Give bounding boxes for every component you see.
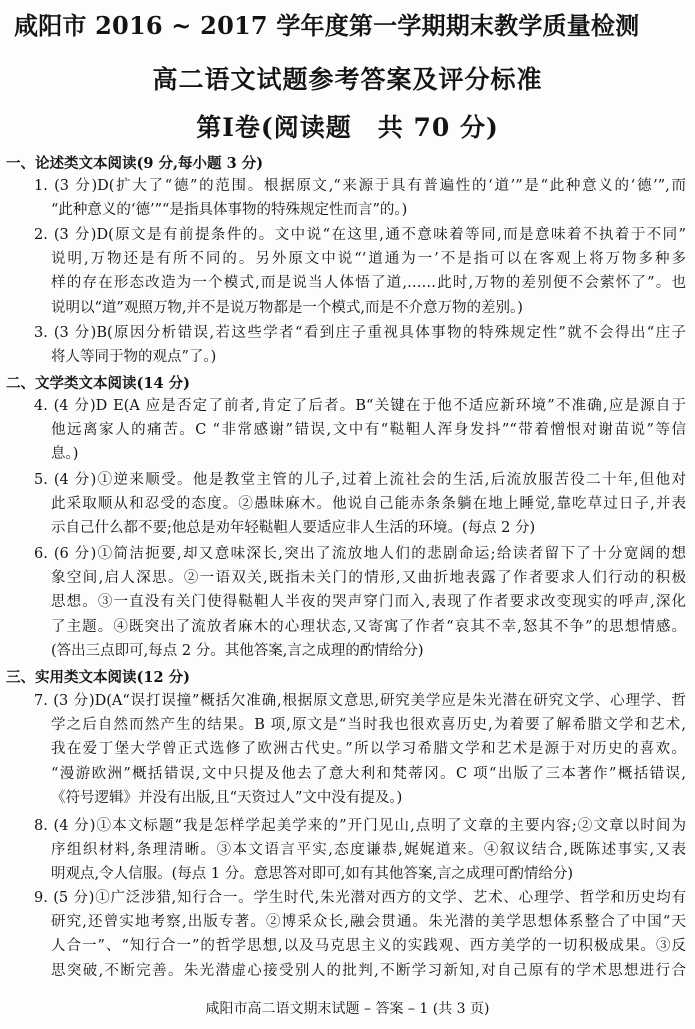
answer-line: 息。) xyxy=(51,446,79,463)
answer-line: 5. (4 分)①逆来顺受。他是教堂主管的儿子,过着上流社会的生活,后流放服苦役二十年,但他对 xyxy=(34,472,686,488)
answer-line: 说明,万物还是有所不同的。另外原文中说“‘道通为一’不是指可以在客观上将万物多种多 xyxy=(51,251,686,268)
answer-line: 象空间,启人深思。②一语双关,既指未关门的情形,又曲折地表露了作者要求人们行动的积极 xyxy=(51,570,686,587)
answer-line: 7. (3 分)D(A“误打误撞”概括欠准确,根据原文意思,研究美学应是朱光潜在研究文学、心理学、哲 xyxy=(34,693,686,709)
section-heading: 一、论述类文本阅读(9 分,每小题 3 分) xyxy=(6,155,264,172)
answer-line: “漫游欧洲”概括错误,文中只提及他去了意大利和梵蒂冈。C 项“出版了三本著作”概括错误, xyxy=(51,765,686,782)
answer-line: 2. (3 分)D(原文是有前提条件的。文中说“在这里,通不意味着等同,而是意味着不执着于不同” xyxy=(34,227,686,243)
section-heading: 二、文学类文本阅读(14 分) xyxy=(6,375,190,392)
answer-line: 明观点,令人信服。(每点 1 分。意思答对即可,如有其他答案,言之成理可酌情给分) xyxy=(51,866,574,883)
answer-line: 3. (3 分)B(原因分析错误,若这些学者“看到庄子重视具体事物的特殊规定性”就不会得出“庄子 xyxy=(34,325,686,341)
answer-line: 此采取顺从和忍受的态度。②愚昧麻木。他说自己能赤条条躺在地上睡觉,靠吃草过日子,并表 xyxy=(51,496,686,513)
answer-item xyxy=(34,814,686,887)
answer-line: 说明以“道”观照万物,并不是说万物都是一个模式,而是不介意万物的差别。) xyxy=(51,299,523,316)
answer-item xyxy=(34,223,686,320)
answer-item xyxy=(34,468,686,541)
answer-line: 8. (4 分)①本文标题“我是怎样学起美学来的”开门见山,点明了文章的主要内容;②文章以时间为 xyxy=(34,818,686,834)
document-title: 高二语文试题参考答案及评分标准 xyxy=(152,65,543,94)
answer-line: 他远离家人的痛苦。C “非常感谢”错误,文中有“鞑靼人浑身发抖”“带着憎恨对谢苗说”等信 xyxy=(51,422,686,439)
answer-line: 学之后自然而然产生的结果。B 项,原文是“当时我也很欢喜历史,为着要了解希腊文学和艺术, xyxy=(51,717,686,734)
answer-item xyxy=(34,174,686,222)
page-footer: 咸阳市高二语文期末试题 – 答案 – 1 (共 3 页) xyxy=(205,1001,490,1017)
answer-line: 1. (3 分)D(扩大了“德”的范围。根据原文,“来源于具有普遍性的‘道’”是“此种意义的‘德’”,而 xyxy=(34,178,686,194)
answer-line: 思突破,不断完善。朱光潜虚心接受别人的批判,不断学习新知,对自己原有的学术思想进行合 xyxy=(51,962,686,979)
answer-item xyxy=(34,689,686,810)
answer-line: 思想。③一直没有关门使得鞑靼人半夜的哭声穿门而入,表现了作者要求改变现实的呼声,深化 xyxy=(51,594,686,611)
answer-line: 了主题。④既突出了流放者麻木的心理状态,又寄寓了作者“哀其不幸,怒其不争”的思想情感。 xyxy=(51,618,686,635)
answer-line: 将人等同于物的观点”了。) xyxy=(51,349,217,366)
answer-line: 9. (5 分)①广泛涉猎,知行合一。学生时代,朱光潜对西方的文学、艺术、心理学、哲学和历史均有 xyxy=(34,890,686,906)
answer-line: (答出三点即可,每点 2 分。其他答案,言之成理的酌情给分) xyxy=(51,642,424,659)
answer-line: 6. (6 分)①简洁扼要,却又意味深长,突出了流放地人们的悲剧命运;给读者留下了十分宽阔的想 xyxy=(34,546,686,562)
answer-item xyxy=(34,886,686,983)
answer-line: 我在爱丁堡大学曾正式选修了欧洲古代史。”所以学习希腊文学和艺术是源于对历史的喜欢。 xyxy=(51,741,686,758)
part-title: 第Ⅰ卷(阅读题 共 70 分) xyxy=(196,113,499,142)
answer-line: 示自己什么都不要;他总是劝年轻鞑靼人要适应非人生活的环境。(每点 2 分) xyxy=(51,520,536,537)
answer-item xyxy=(34,394,686,467)
section-heading: 三、实用类文本阅读(12 分) xyxy=(6,669,190,686)
exam-header: 咸阳市 2016 ~ 2017 学年度第一学期期末教学质量检测 xyxy=(14,11,640,40)
answer-line: 序组织材料,条理清晰。③本文语言平实,态度谦恭,娓娓道来。④叙议结合,既陈述事实,又表 xyxy=(51,842,686,859)
answer-item xyxy=(34,321,686,369)
answer-line: 人合一”、“知行合一”的哲学思想,以及马克思主义的实践观、西方美学的一切积极成果。③反 xyxy=(51,938,686,955)
answer-item xyxy=(34,542,686,663)
answer-line: 研究,还曾实地考察,出版专著。②博采众长,融会贯通。朱光潜的美学思想体系整合了中国“天 xyxy=(51,914,686,931)
answer-line: 《符号逻辑》并没有出版,且“天资过人”文中没有提及。) xyxy=(51,789,403,806)
answer-line: 样的存在形态改造为一个模式,而是说当人体悟了道,……此时,万物的差别便不会萦怀了”。也 xyxy=(51,275,686,292)
answer-line: 4. (4 分)D E(A 应是否定了前者,肯定了后者。B“关键在于他不适应新环境”不准确,应是源自于 xyxy=(34,398,686,414)
answer-line: “此种意义的‘德’”“是指具体事物的特殊规定性而言”的。) xyxy=(51,202,408,219)
